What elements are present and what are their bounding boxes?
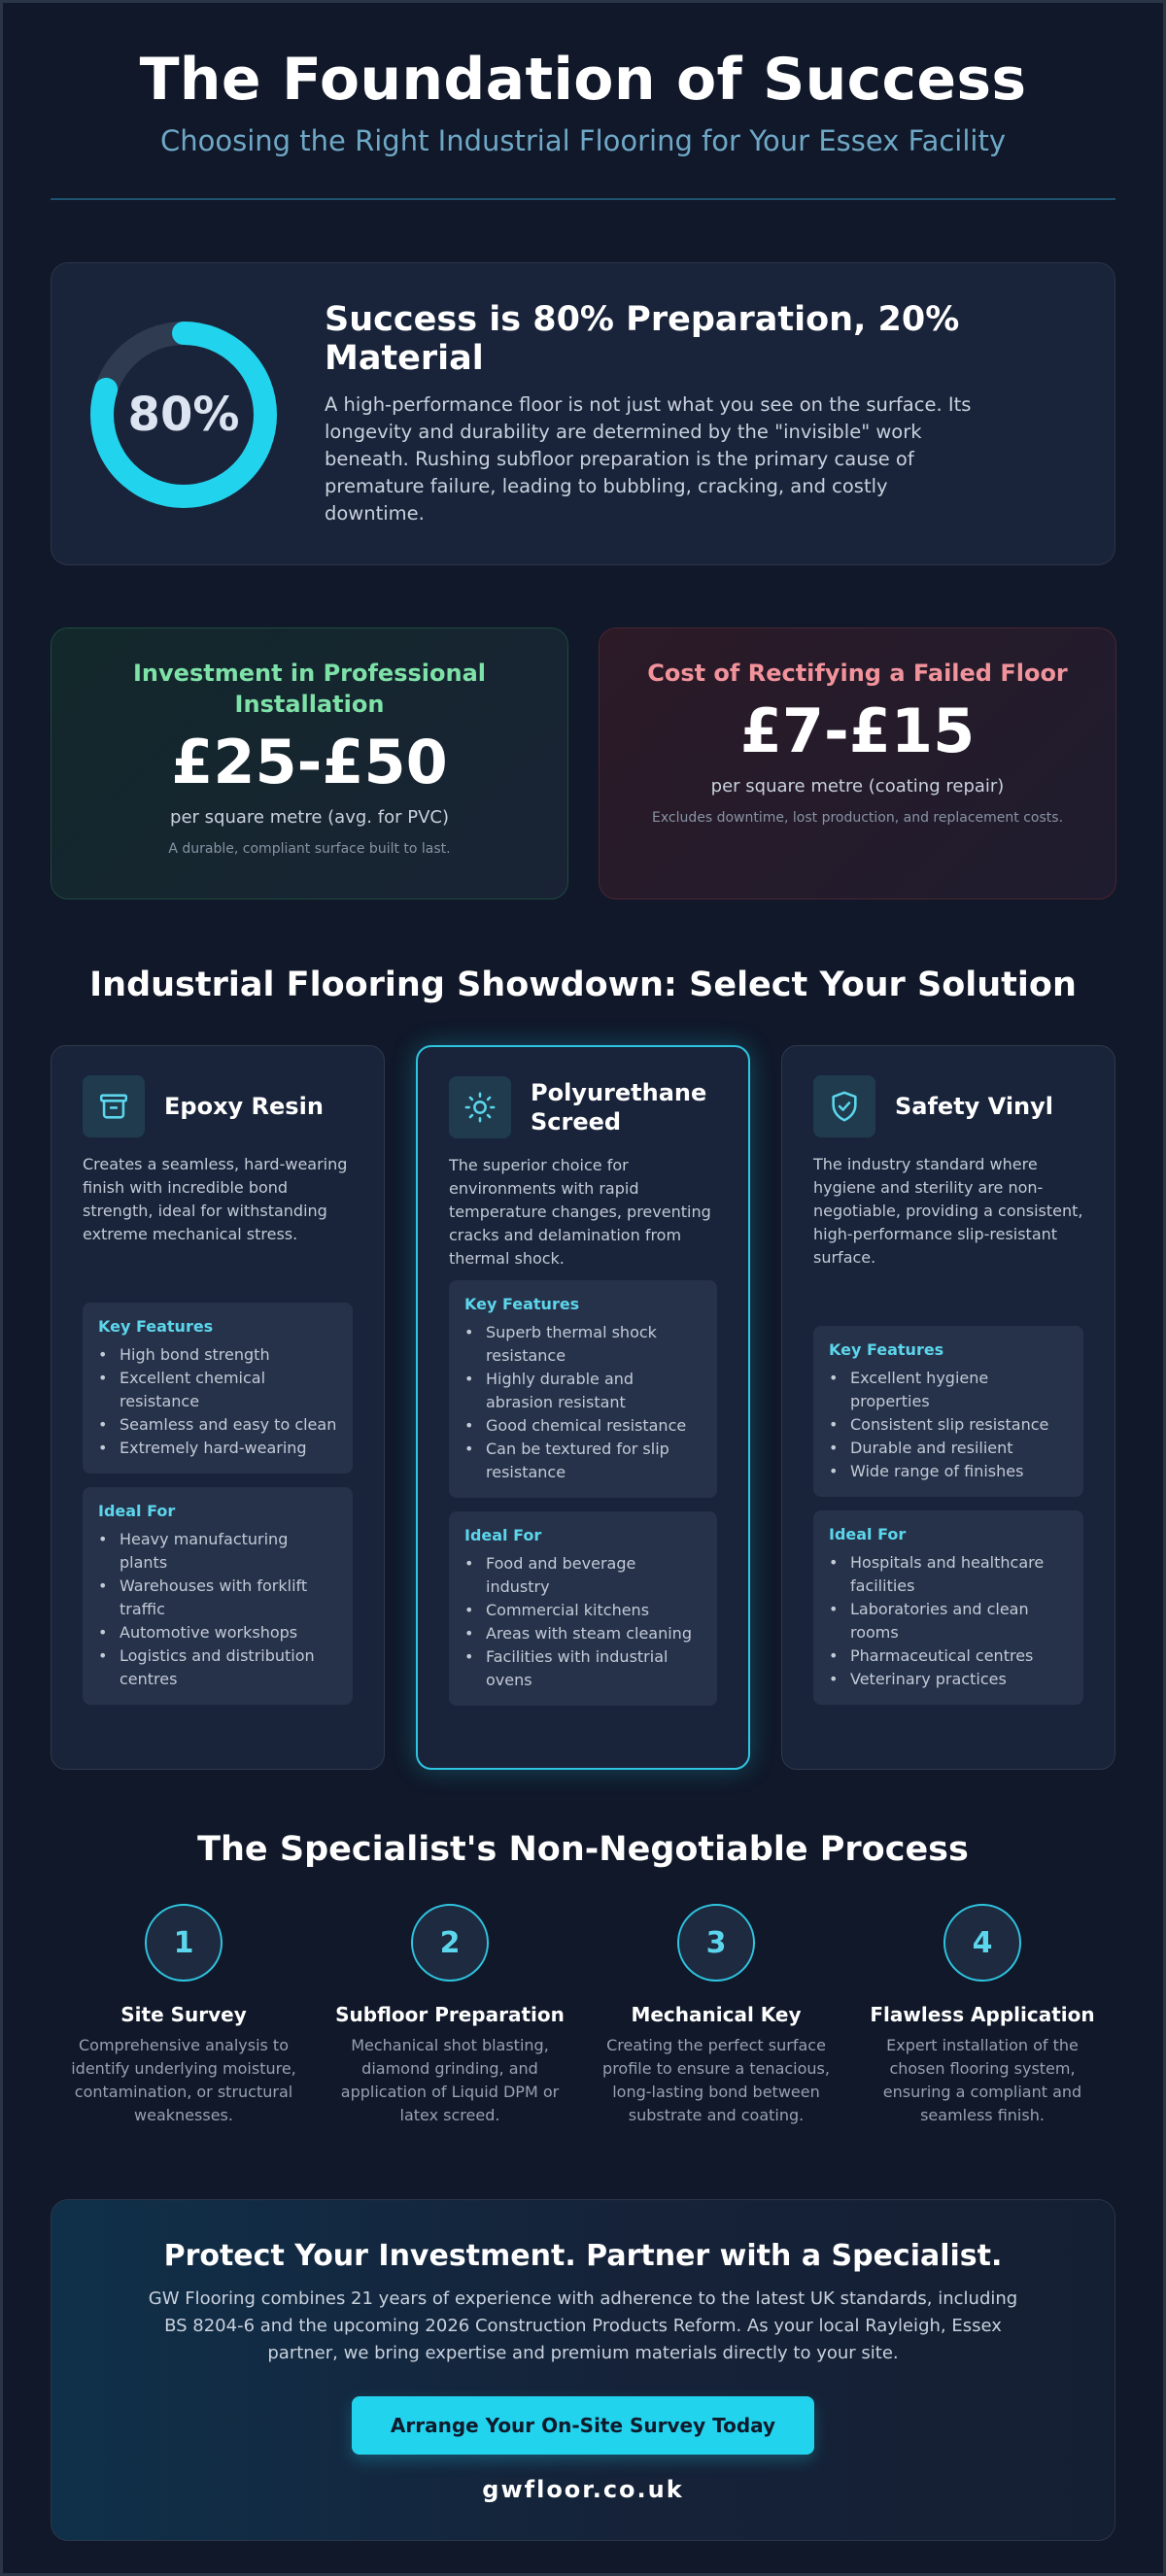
card-description: The industry standard where hygiene and sterility are non-negotiable, providing a consistent, high-performance slip-resistant surface. bbox=[813, 1155, 1083, 1267]
card-header bbox=[449, 1076, 717, 1138]
list-item: • Seamless and easy to clean bbox=[98, 1413, 337, 1437]
preparation-heading: Success is 80% Preparation, 20% Material bbox=[325, 300, 960, 378]
ideal-for-heading: Ideal For bbox=[464, 1526, 542, 1544]
infographic bbox=[51, 0, 1115, 2541]
preparation-card bbox=[51, 262, 1115, 565]
preparation-text bbox=[325, 300, 985, 527]
key-features-heading: Key Features bbox=[464, 1295, 580, 1313]
card-header bbox=[83, 1075, 353, 1137]
flooring-card-vinyl[interactable] bbox=[781, 1045, 1115, 1770]
list-item: • Commercial kitchens bbox=[464, 1599, 702, 1622]
process-step bbox=[849, 1904, 1115, 2127]
list-item: • Consistent slip resistance bbox=[829, 1413, 1068, 1437]
card-header bbox=[813, 1075, 1083, 1137]
header-divider bbox=[51, 198, 1115, 200]
cta-card bbox=[51, 2199, 1115, 2541]
ideal-for-heading: Ideal For bbox=[829, 1525, 907, 1543]
process-step bbox=[317, 1904, 583, 2127]
website-link[interactable]: gwfloor.co.uk bbox=[482, 2476, 684, 2503]
card-title: Safety Vinyl bbox=[895, 1093, 1054, 1120]
step-number: 4 bbox=[943, 1904, 1021, 1982]
list-item: • Can be textured for slip resistance bbox=[464, 1438, 702, 1484]
flooring-card-epoxy[interactable] bbox=[51, 1045, 385, 1770]
investment-value: £25-£50 bbox=[171, 727, 448, 797]
shield-check-icon bbox=[813, 1075, 875, 1137]
failure-cost-card bbox=[599, 627, 1116, 899]
page-header bbox=[51, 0, 1115, 200]
process-step bbox=[583, 1904, 849, 2127]
list-item: • Durable and resilient bbox=[829, 1437, 1068, 1460]
investment-note: A durable, compliant surface built to last. bbox=[168, 841, 451, 857]
step-number: 1 bbox=[145, 1904, 223, 1982]
sun-icon bbox=[449, 1076, 511, 1138]
step-text: Expert installation of the chosen flooring system, ensuring a compliant and seamless finish. bbox=[882, 2036, 1082, 2124]
list-item: • Superb thermal shock resistance bbox=[464, 1321, 702, 1368]
list-item: • Pharmaceutical centres bbox=[829, 1644, 1068, 1668]
process-steps bbox=[51, 1904, 1115, 2137]
key-features-heading: Key Features bbox=[829, 1340, 944, 1359]
list-item: • High bond strength bbox=[98, 1343, 337, 1367]
investment-label: Investment in Professional Installation bbox=[133, 660, 486, 718]
list-item: • Wide range of finishes bbox=[829, 1460, 1068, 1483]
card-description: The superior choice for environments with rapid temperature changes, preventing cracks and delamination from thermal shock. bbox=[449, 1156, 711, 1268]
card-title: Epoxy Resin bbox=[164, 1093, 324, 1120]
list-item: • Heavy manufacturing plants bbox=[98, 1528, 337, 1575]
list-item: • Highly durable and abrasion resistant bbox=[464, 1368, 702, 1414]
list-item: • Veterinary practices bbox=[829, 1668, 1068, 1691]
list-item: • Facilities with industrial ovens bbox=[464, 1645, 702, 1692]
ideal-for-box bbox=[813, 1510, 1083, 1705]
step-text: Mechanical shot blasting, diamond grinding, and application of Liquid DPM or latex screed. bbox=[340, 2036, 560, 2124]
list-item: • Extremely hard-wearing bbox=[98, 1437, 337, 1460]
step-text: Creating the perfect surface profile to ensure a tenacious, long-lasting bond between substrate and coating. bbox=[602, 2036, 830, 2124]
list-item: • Hospitals and healthcare facilities bbox=[829, 1551, 1068, 1598]
progress-percent: 80% bbox=[127, 388, 240, 442]
showdown-title: Industrial Flooring Showdown: Select Your Solution bbox=[89, 966, 1077, 1004]
list-item: • Logistics and distribution centres bbox=[98, 1644, 337, 1691]
list-item: • Automotive workshops bbox=[98, 1621, 337, 1644]
key-features-heading: Key Features bbox=[98, 1317, 214, 1336]
list-item: • Warehouses with forklift traffic bbox=[98, 1575, 337, 1621]
ideal-for-box bbox=[83, 1487, 353, 1705]
failure-cost-value: £7-£15 bbox=[739, 695, 976, 766]
card-title: Polyurethane Screed bbox=[531, 1079, 707, 1135]
key-features-box bbox=[83, 1303, 353, 1474]
preparation-body: A high-performance floor is not just what you see on the surface. Its longevity and durability are determined by the "invisible" work beneath. Rushing subfloor preparation is the primary cause of premature failure, leading to bubbling, cracking, and costly downtime. bbox=[325, 393, 972, 525]
process-title: The Specialist's Non-Negotiable Process bbox=[197, 1830, 969, 1869]
process-step bbox=[51, 1904, 317, 2127]
flooring-card-polyurethane[interactable] bbox=[416, 1045, 750, 1770]
investment-unit: per square metre (avg. for PVC) bbox=[170, 807, 449, 828]
list-item: • Excellent hygiene properties bbox=[829, 1367, 1068, 1413]
step-number: 3 bbox=[677, 1904, 755, 1982]
failure-cost-note: Excludes downtime, lost production, and replacement costs. bbox=[651, 810, 1064, 826]
step-title: Flawless Application bbox=[870, 2003, 1095, 2026]
flooring-cards bbox=[51, 1045, 1115, 1770]
page-title: The Foundation of Success bbox=[139, 46, 1027, 114]
key-features-box bbox=[813, 1326, 1083, 1497]
cost-comparison bbox=[51, 627, 1115, 899]
key-features-box bbox=[449, 1280, 717, 1498]
cta-body: GW Flooring combines 21 years of experience with adherence to the latest UK standards, including BS 8204-6 and the upcoming 2026 Construction Products Reform. As your local Rayleigh, Essex partner, we bring expertise and premium materials directly to your site. bbox=[148, 2288, 1018, 2363]
step-number: 2 bbox=[411, 1904, 489, 1982]
card-description: Creates a seamless, hard-wearing finish with incredible bond strength, ideal for withstanding extreme mechanical stress. bbox=[83, 1155, 348, 1243]
list-item: • Laboratories and clean rooms bbox=[829, 1598, 1068, 1644]
list-item: • Good chemical resistance bbox=[464, 1414, 702, 1438]
list-item: • Excellent chemical resistance bbox=[98, 1367, 337, 1413]
tray-icon bbox=[83, 1075, 145, 1137]
failure-cost-unit: per square metre (coating repair) bbox=[710, 776, 1005, 797]
ideal-for-box bbox=[449, 1511, 717, 1706]
arrange-survey-button[interactable]: Arrange Your On-Site Survey Today bbox=[352, 2396, 814, 2455]
investment-card bbox=[51, 627, 568, 899]
step-text: Comprehensive analysis to identify underlying moisture, contamination, or structural weaknesses. bbox=[71, 2036, 296, 2124]
cta-title: Protect Your Investment. Partner with a Specialist. bbox=[163, 2239, 1003, 2273]
list-item: • Areas with steam cleaning bbox=[464, 1622, 702, 1645]
failure-cost-label: Cost of Rectifying a Failed Floor bbox=[647, 660, 1068, 687]
ideal-for-heading: Ideal For bbox=[98, 1502, 176, 1520]
step-title: Subfloor Preparation bbox=[335, 2003, 565, 2026]
page-subtitle: Choosing the Right Industrial Flooring for Your Essex Facility bbox=[159, 124, 1007, 157]
list-item: • Food and beverage industry bbox=[464, 1552, 702, 1599]
step-title: Mechanical Key bbox=[631, 2003, 802, 2026]
step-title: Site Survey bbox=[120, 2003, 247, 2026]
